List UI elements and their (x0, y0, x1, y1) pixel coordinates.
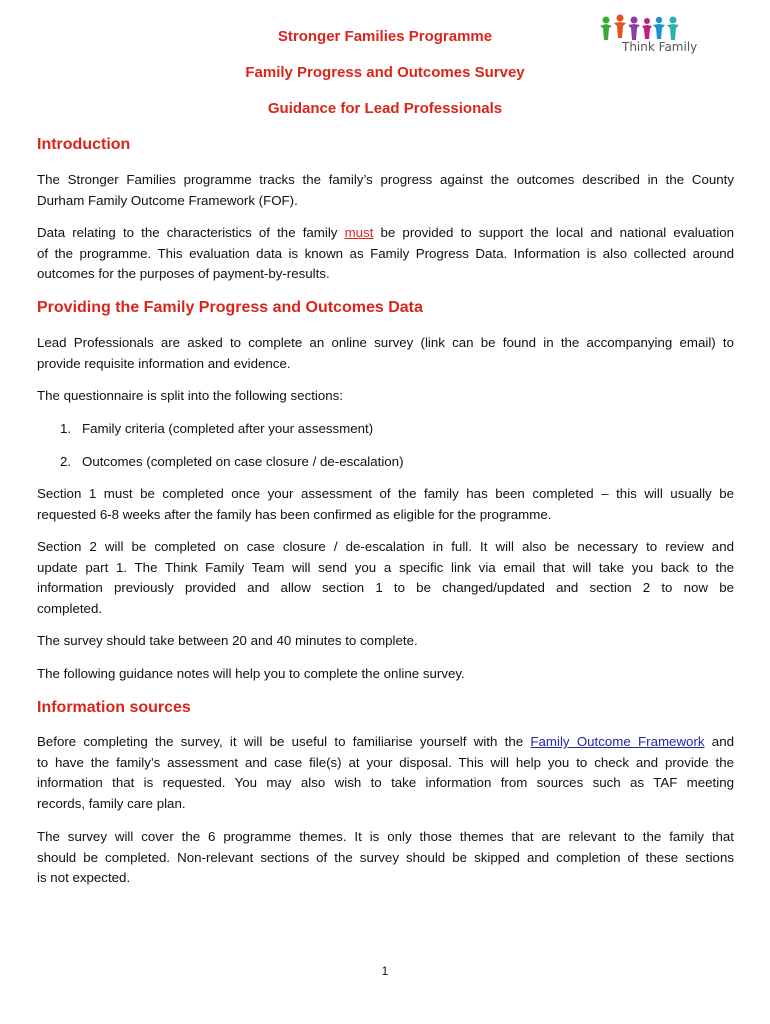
intro-paragraph-2 (37, 223, 734, 285)
info-p1-line-4: records, family care plan. (37, 795, 186, 811)
providing-p4-line-3: information previously provided and allow section 1 to be changed/updated and section 2 to now be (37, 580, 734, 595)
introduction-heading: Introduction (37, 136, 131, 153)
providing-p4-line-1: Section 2 will be completed on case closure / de-escalation in full. It will also be necessary to review and (37, 539, 734, 554)
information-sources-heading: Information sources (37, 699, 191, 716)
intro-p1-line-1: The Stronger Families programme tracks the family’s progress against the outcomes described in the County (37, 172, 734, 187)
must-link[interactable]: must (344, 225, 374, 240)
intro-p2-line-2: of the programme. This evaluation data is known as Family Progress Data. Information is also collected around (37, 245, 734, 261)
family-outcome-framework-link[interactable]: Family Outcome Framework (530, 734, 705, 749)
providing-paragraph-4 (37, 537, 734, 619)
providing-p4-line-4: completed. (37, 600, 103, 616)
logo-text: Think Family (622, 40, 698, 54)
guidance-title: Guidance for Lead Professionals (267, 100, 503, 117)
intro-p2-text-b: be provided to support the local and national evaluation (373, 225, 734, 240)
providing-p3-line-1: Section 1 must be completed once your assessment of the family has been completed – this will usually be (37, 486, 734, 501)
providing-p4-line-2: update part 1. The Think Family Team will send you a specific link via email that will take you back to the (37, 559, 734, 575)
providing-p1-line-1: Lead Professionals are asked to complete an online survey (link can be found in the accompanying email) to (37, 335, 734, 350)
list-item-1-text: Family criteria (completed after your assessment) (82, 421, 374, 436)
info-paragraph-2 (37, 827, 734, 889)
list-item-2-number: 2. (60, 454, 72, 469)
info-paragraph-1 (37, 732, 734, 814)
intro-paragraph-1 (37, 170, 734, 211)
info-p1-text-b: and (704, 734, 734, 749)
providing-p3-line-2: requested 6-8 weeks after the family has been confirmed as eligible for the programme. (37, 506, 552, 522)
document-title: Stronger Families Programme (277, 28, 493, 45)
list-item-2-text: Outcomes (completed on case closure / de-escalation) (82, 454, 404, 469)
providing-paragraph-6: The following guidance notes will help you to complete the online survey. (37, 666, 465, 681)
providing-p1-line-2: provide requisite information and evidence. (37, 355, 291, 371)
intro-p2-line-3: outcomes for the purposes of payment-by-results. (37, 266, 330, 281)
providing-paragraph-1 (37, 333, 734, 374)
info-p2-line-3: is not expected. (37, 870, 131, 885)
providing-paragraph-3 (37, 484, 734, 525)
list-item-1 (60, 419, 373, 439)
info-p1-line-1 (37, 732, 734, 753)
intro-p1-line-2: Durham Family Outcome Framework (FOF). (37, 192, 298, 208)
intro-p2-text-a: Data relating to the characteristics of the family (37, 225, 345, 240)
providing-paragraph-5: The survey should take between 20 and 40 minutes to complete. (37, 633, 418, 648)
providing-heading: Providing the Family Progress and Outcomes Data (37, 299, 423, 316)
providing-paragraph-2: The questionnaire is split into the following sections: (37, 388, 343, 403)
page-number: 1 (381, 964, 389, 978)
survey-title: Family Progress and Outcomes Survey (245, 64, 525, 81)
info-p1-text-a: Before completing the survey, it will be useful to familiarise yourself with the (37, 734, 531, 749)
info-p1-line-2: to have the family’s assessment and case file(s) at your disposal. This will help you to check and provide the (37, 754, 734, 770)
info-p2-line-1: The survey will cover the 6 programme themes. It is only those themes that are relevant to the family that (37, 829, 734, 844)
intro-p2-line-1 (37, 223, 734, 244)
list-item-2 (60, 452, 404, 472)
info-p2-line-2: should be completed. Non-relevant sections of the survey should be skipped and completion of these sections (37, 849, 734, 865)
info-p1-line-3: information that is requested. You may also wish to take information from sources such as TAF meeting (37, 775, 734, 790)
list-item-1-number: 1. (60, 421, 72, 436)
